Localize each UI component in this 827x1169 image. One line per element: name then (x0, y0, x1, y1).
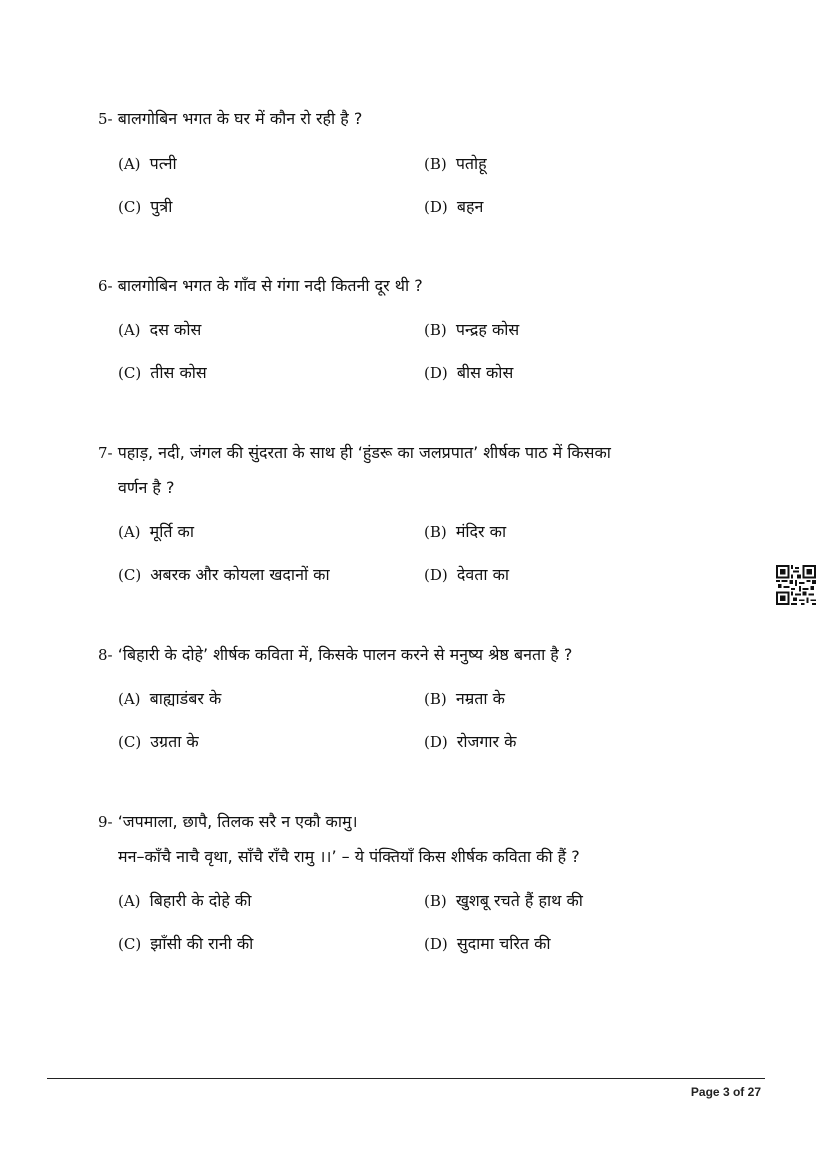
question-stem: बालगोबिन भगत के घर में कौन रो रही है ? (117, 109, 363, 128)
question-stem: बालगोबिन भगत के गाँव से गंगा नदी कितनी दूर थी ? (117, 276, 423, 295)
page-indicator (691, 1085, 761, 1099)
option-label: (C) (118, 364, 142, 382)
option-text: अबरक और कोयला खदानों का (150, 565, 330, 584)
option-text: तीस कोस (150, 363, 207, 382)
option-a (118, 150, 177, 178)
question-number: 5- (98, 110, 113, 128)
page-of-label: of (732, 1085, 745, 1099)
option-d (424, 930, 551, 958)
option-d (424, 561, 509, 589)
page-label: Page (690, 1085, 720, 1099)
option-text: पतोहू (455, 154, 487, 173)
option-text: उग्रता के (150, 732, 199, 751)
question-number: 6- (98, 277, 113, 295)
option-label: (A) (118, 321, 141, 339)
qr-code (776, 565, 816, 605)
option-text: सुदामा चरित की (456, 934, 551, 953)
option-text: पन्द्रह कोस (455, 320, 520, 339)
question-stem-continued: वर्णन है ? (118, 478, 175, 497)
option-label: (D) (424, 935, 448, 953)
option-text: पुत्री (150, 197, 173, 216)
option-label: (C) (118, 733, 142, 751)
option-label: (C) (118, 935, 142, 953)
question-number: 9- (98, 813, 113, 831)
option-text: दस कोस (149, 320, 202, 339)
option-c (118, 359, 207, 387)
option-label: (B) (424, 523, 447, 541)
option-b (424, 518, 506, 546)
question-text (98, 102, 763, 136)
option-a (118, 518, 194, 546)
question-stem-continued: मन–काँचै नाचै वृथा, साँचै राँचै रामु ।।’ – ये पंक्तियाँ किस शीर्षक कविता की हैं ? (118, 847, 580, 866)
option-a (118, 887, 251, 915)
option-label: (D) (424, 198, 448, 216)
option-label: (D) (424, 566, 448, 584)
option-label: (B) (424, 690, 447, 708)
option-text: झाँसी की रानी की (150, 934, 254, 953)
question-text (98, 638, 763, 672)
question-stem: ‘जपमाला, छापै, तिलक सरै न एकौ कामु। (117, 812, 358, 831)
option-text: बहन (456, 197, 484, 216)
option-b (424, 887, 583, 915)
option-c (118, 561, 330, 589)
option-text: बीस कोस (456, 363, 514, 382)
option-label: (A) (118, 690, 141, 708)
option-text: बिहारी के दोहे की (149, 891, 252, 910)
page-number: 3 (722, 1085, 730, 1099)
option-label: (B) (424, 321, 447, 339)
question-number: 8- (98, 646, 113, 664)
option-b (424, 316, 519, 344)
option-text: मूर्ति का (149, 522, 194, 541)
option-label: (C) (118, 198, 142, 216)
option-a (118, 685, 221, 713)
question-text (98, 805, 763, 839)
option-label: (B) (424, 892, 447, 910)
option-d (424, 359, 513, 387)
option-c (118, 728, 199, 756)
option-b (424, 150, 487, 178)
option-label: (D) (424, 733, 448, 751)
option-label: (A) (118, 523, 141, 541)
option-text: मंदिर का (455, 522, 507, 541)
option-label: (B) (424, 155, 447, 173)
option-b (424, 685, 505, 713)
option-label: (A) (118, 155, 141, 173)
option-a (118, 316, 201, 344)
option-text: देवता का (456, 565, 510, 584)
option-c (118, 930, 253, 958)
option-d (424, 728, 516, 756)
total-pages: 27 (747, 1085, 761, 1099)
option-label: (A) (118, 892, 141, 910)
option-text: बाह्याडंबर के (149, 689, 222, 708)
option-text: नम्रता के (455, 689, 505, 708)
question-number: 7- (98, 444, 113, 462)
question-text (98, 436, 763, 470)
question-stem: पहाड़, नदी, जंगल की सुंदरता के साथ ही ‘हुंडरू का जलप्रपात’ शीर्षक पाठ में किसका (117, 443, 611, 462)
footer-divider (47, 1078, 765, 1079)
option-label: (C) (118, 566, 142, 584)
option-label: (D) (424, 364, 448, 382)
question-text (98, 269, 763, 303)
option-text: खुशबू रचते हैं हाथ की (455, 891, 583, 910)
option-text: रोजगार के (456, 732, 517, 751)
option-c (118, 193, 172, 221)
option-d (424, 193, 483, 221)
option-text: पत्नी (149, 154, 177, 173)
question-stem: ‘बिहारी के दोहे’ शीर्षक कविता में, किसके पालन करने से मनुष्य श्रेष्ठ बनता है ? (117, 645, 573, 664)
